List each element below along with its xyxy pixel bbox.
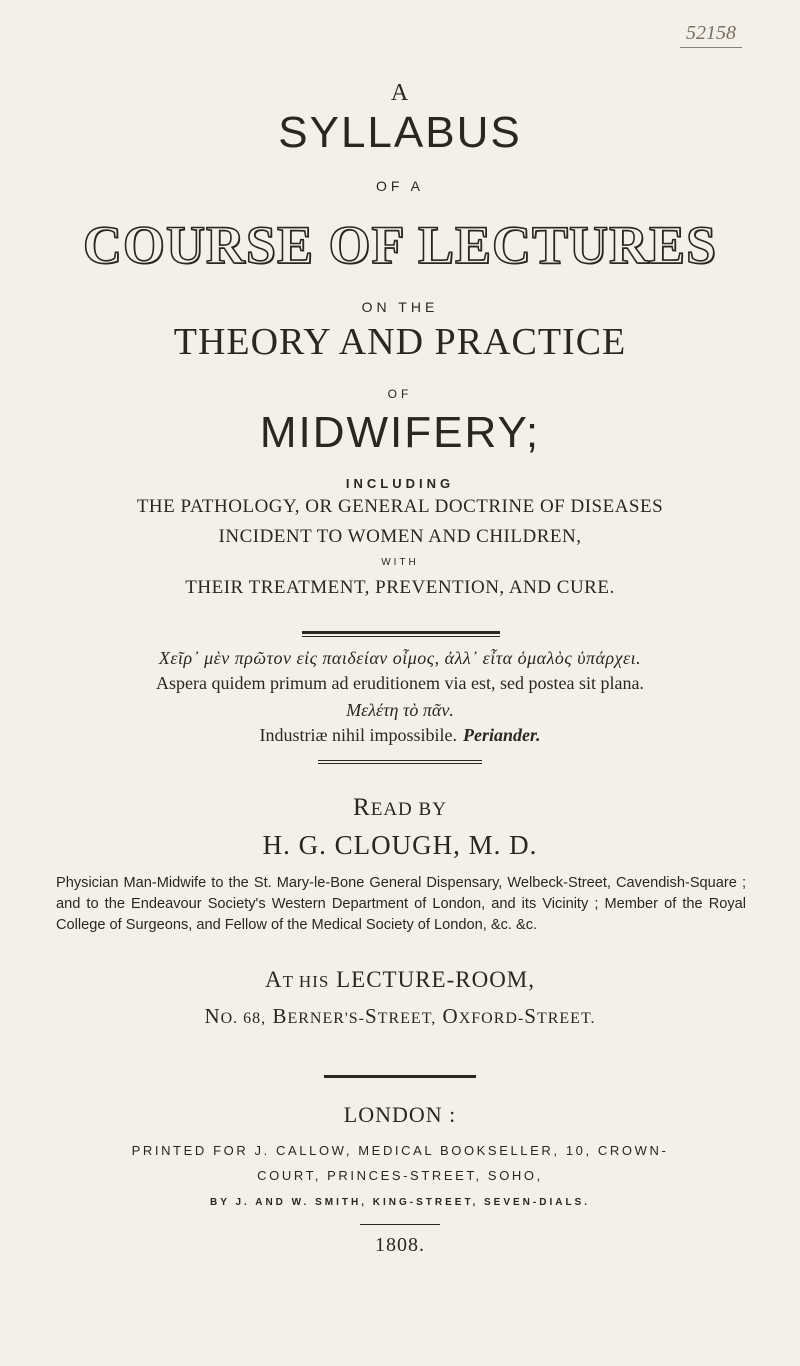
divider-rule	[302, 631, 500, 634]
divider-rule	[302, 636, 500, 637]
title-of: OF	[387, 387, 413, 401]
motto-greek-1: Χεῖρ᾽ μὲν πρῶτον εἰς παιδείαν οἶμος, ἀλλ᾽ εἶτα ὁμαλὸς ὑπάρχει.	[158, 648, 642, 668]
motto-latin-1: Aspera quidem primum ad eruditionem via est, sed postea sit plana.	[156, 673, 644, 693]
motto-latin-2-line	[0, 725, 800, 746]
read-by-label: READ BY	[353, 794, 447, 821]
venue-address: NO. 68, BERNER'S-STREET, OXFORD-STREET.	[204, 1004, 596, 1028]
motto-greek-2: Μελέτη τὸ πᾶν.	[346, 700, 454, 720]
title-theory-and-practice: THEORY AND PRACTICE	[173, 321, 627, 363]
title-midwifery: MIDWIFERY;	[259, 408, 541, 457]
motto-latin-2: Industriæ nihil impossibile.	[259, 725, 457, 745]
author-description: Physician Man-Midwife to the St. Mary-le-Bone General Dispensary, Welbeck-Street, Cavendish-Square ; and to the Endeavour Society's Western Department of London, and its Vicinity ; Member of the Royal College of Surgeons, and Fellow of the Medical Society of London, &c. &c.	[56, 875, 746, 933]
divider-rule	[324, 1075, 476, 1078]
venue-line-1: AT HIS LECTURE-ROOM,	[264, 967, 536, 992]
subtitle-treatment: THEIR TREATMENT, PREVENTION, AND CURE.	[185, 577, 615, 598]
imprint-city: LONDON :	[343, 1102, 457, 1127]
motto-attribution: Periander.	[463, 725, 541, 745]
subtitle-pathology-line-2: INCIDENT TO WOMEN AND CHILDREN,	[218, 526, 582, 547]
title-of-a: OF A	[376, 178, 424, 194]
imprint-year: 1808.	[375, 1234, 425, 1256]
divider-rule	[318, 760, 482, 761]
divider-rule	[318, 763, 482, 764]
title-including: INCLUDING	[345, 476, 455, 491]
imprint-printed-for-line-1: PRINTED FOR J. CALLOW, MEDICAL BOOKSELLER, 10, CROWN-	[131, 1143, 669, 1158]
title-course-of-lectures: COURSE OF LECTURES	[82, 215, 718, 275]
title-on-the: ON THE	[361, 299, 439, 315]
divider-rule	[360, 1224, 440, 1225]
author-name: H. G. CLOUGH, M. D.	[262, 830, 538, 860]
title-article: A	[390, 80, 410, 106]
imprint-printed-for-line-2: COURT, PRINCES-STREET, SOHO,	[257, 1168, 543, 1183]
subtitle-pathology-line-1: THE PATHOLOGY, OR GENERAL DOCTRINE OF DISEASES	[136, 496, 664, 517]
title-with: WITH	[381, 557, 419, 568]
shelfmark: 52158	[680, 22, 742, 48]
imprint-printer: BY J. AND W. SMITH, KING-STREET, SEVEN-DIALS.	[209, 1197, 591, 1208]
title-syllabus: SYLLABUS	[278, 108, 522, 157]
